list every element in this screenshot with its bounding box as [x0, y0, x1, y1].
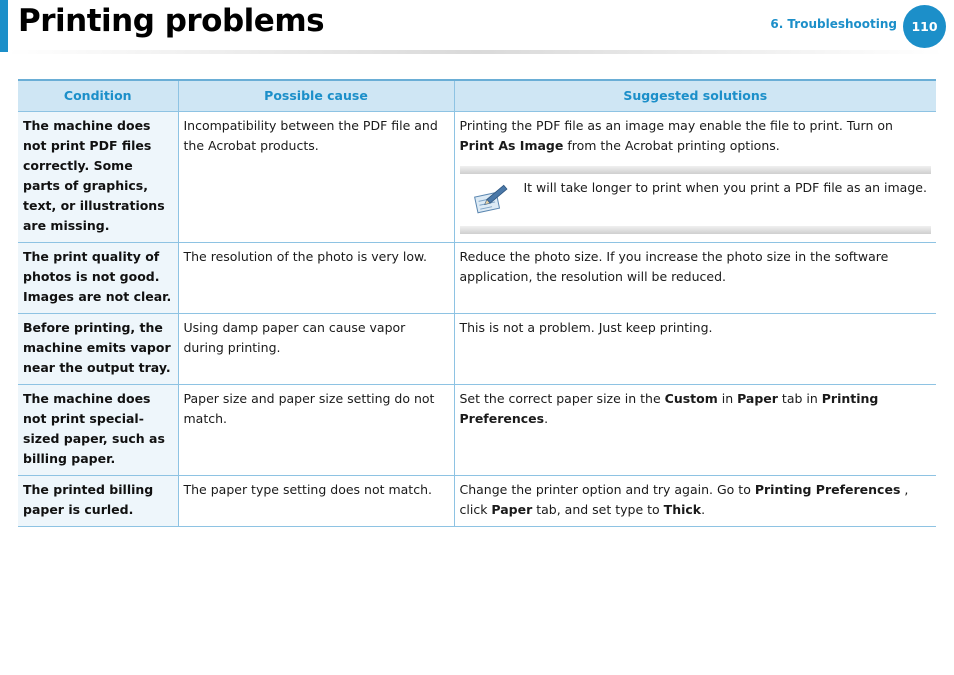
solution-text [460, 116, 932, 156]
note-top-bar [460, 166, 932, 174]
solution-text-part: , click [459, 481, 909, 517]
table-header-row [18, 80, 936, 111]
condition-cell: The printed billing paper is curled. [18, 475, 178, 526]
cause-cell: Paper size and paper size setting do not match. [178, 384, 454, 475]
solution-text-part: . [544, 410, 549, 426]
table-row [18, 475, 936, 526]
table-row [18, 242, 936, 313]
cause-cell: Incompatibility between the PDF file and the Acrobat products. [178, 111, 454, 242]
table-row [18, 111, 936, 242]
chapter-label: 6. Troubleshooting [770, 17, 897, 31]
solution-text-part: Change the printer option and try again. Go to [459, 481, 755, 497]
solution-text-part: in [717, 390, 738, 406]
cause-cell: The paper type setting does not match. [178, 475, 454, 526]
note-box [460, 166, 932, 234]
solution-text-part: This is not a problem. Just keep printing. [459, 319, 713, 335]
solution-text-part: tab, and set type to [532, 501, 664, 517]
solution-bold-term: Printing Preferences [754, 481, 901, 497]
accent-bar [0, 0, 8, 52]
solution-bold-term: Custom [664, 390, 718, 406]
condition-cell: The machine does not print special-sized paper, such as billing paper. [18, 384, 178, 475]
note-pencil-icon [470, 180, 510, 220]
solution-bold-term: Printing Preferences [459, 390, 879, 426]
note-bottom-bar [460, 226, 932, 234]
solution-text-part: from the Acrobat printing options. [563, 137, 780, 153]
solution-cell [454, 313, 936, 384]
solution-bold-term: Paper [491, 501, 533, 517]
solution-cell [454, 384, 936, 475]
cause-cell: The resolution of the photo is very low. [178, 242, 454, 313]
solution-text-part: Printing the PDF file as an image may enable the file to print. Turn on [459, 117, 893, 133]
cause-cell: Using damp paper can cause vapor during printing. [178, 313, 454, 384]
solution-cell [454, 242, 936, 313]
solution-bold-term: Thick [663, 501, 702, 517]
condition-cell: Before printing, the machine emits vapor near the output tray. [18, 313, 178, 384]
solution-bold-term: Paper [737, 390, 778, 406]
condition-cell: The print quality of photos is not good. Images are not clear. [18, 242, 178, 313]
column-header-condition: Condition [18, 80, 178, 111]
solution-text-part: . [701, 501, 706, 517]
solution-text-part: Set the correct paper size in the [459, 390, 665, 406]
note-text: It will take longer to print when you print a PDF file as an image. [523, 179, 927, 195]
page-number-badge: 110 [903, 5, 946, 48]
solution-cell [454, 111, 936, 242]
solution-text-part: Reduce the photo size. If you increase the photo size in the software application, the resolution will be reduced. [459, 248, 889, 284]
solution-bold-term: Print As Image [459, 137, 564, 153]
column-header-solution: Suggested solutions [454, 80, 936, 111]
solution-cell [454, 475, 936, 526]
table-row [18, 313, 936, 384]
column-header-cause: Possible cause [178, 80, 454, 111]
page-title: Printing problems [18, 3, 325, 39]
header-divider [8, 50, 943, 54]
solution-text-part: tab in [777, 390, 822, 406]
page-header [0, 0, 954, 58]
troubleshooting-table [18, 79, 936, 527]
table-row [18, 384, 936, 475]
condition-cell: The machine does not print PDF files correctly. Some parts of graphics, text, or illustrations are missing. [18, 111, 178, 242]
